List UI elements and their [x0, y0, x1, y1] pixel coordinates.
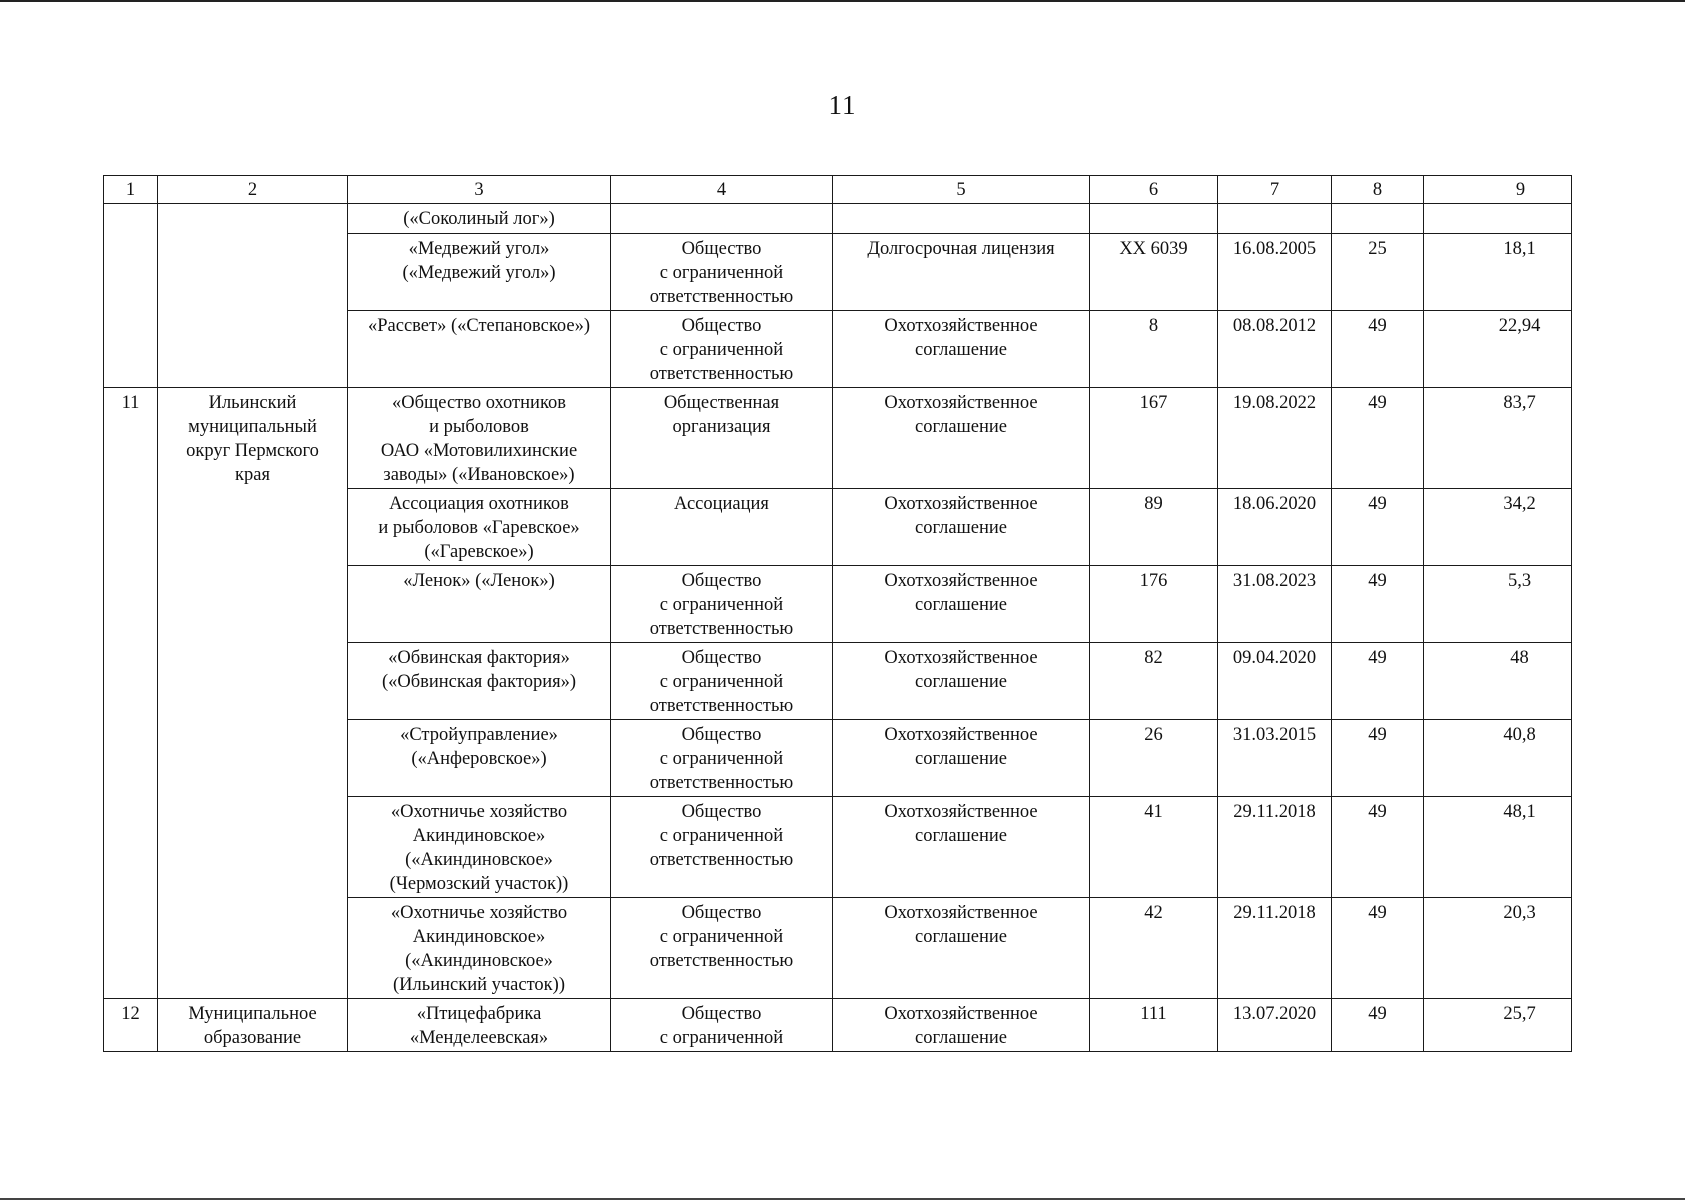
area-cell: 83,7: [1424, 388, 1572, 489]
document-type-cell: [833, 643, 1090, 720]
cell-line: Охотхозяйственное: [884, 802, 1038, 822]
document-date-cell: 09.04.2020: [1218, 643, 1332, 720]
cell-line: Общество: [681, 802, 762, 822]
cell-line: ответственностью: [649, 951, 794, 971]
row-number-cell: 12: [104, 999, 158, 1052]
document-type-cell: [833, 999, 1090, 1052]
hunting-ground-cell: [348, 898, 611, 999]
cell-line: округ Пермского: [186, 441, 319, 461]
term-years-cell: 49: [1332, 999, 1424, 1052]
hunting-ground-cell: [348, 489, 611, 566]
organization-type-cell: [611, 643, 833, 720]
cell-line: организация: [672, 417, 771, 437]
cell-line: соглашение: [914, 1028, 1008, 1048]
document-type-cell: [833, 234, 1090, 311]
document-date-cell: 13.07.2020: [1218, 999, 1332, 1052]
cell-line: заводы» («Ивановское»): [383, 465, 575, 485]
term-years-cell: 49: [1332, 898, 1424, 999]
cell-line: Охотхозяйственное: [884, 1004, 1038, 1024]
page-number: 11: [828, 90, 857, 120]
cell-line: («Медвежий угол»): [402, 263, 556, 283]
cell-line: Общество: [681, 1004, 762, 1024]
document-number-cell: 82: [1090, 643, 1218, 720]
document-date-cell: [1218, 204, 1332, 234]
cell-line: образование: [203, 1028, 302, 1048]
cell-line: «Менделеевская»: [409, 1028, 549, 1048]
cell-line: соглашение: [914, 417, 1008, 437]
cell-line: (Чермозский участок)): [389, 874, 569, 894]
column-number-row: [104, 176, 1572, 204]
row-number-cell: 11: [104, 388, 158, 999]
cell-line: ответственностью: [649, 696, 794, 716]
organization-type-cell: [611, 489, 833, 566]
area-cell: 40,8: [1424, 720, 1572, 797]
cell-line: Охотхозяйственное: [884, 393, 1038, 413]
cell-line: ОАО «Мотовилихинские: [380, 441, 578, 461]
cell-line: Охотхозяйственное: [884, 571, 1038, 591]
cell-line: Охотхозяйственное: [884, 903, 1038, 923]
organization-type-cell: [611, 797, 833, 898]
district-cell: [158, 204, 348, 388]
organization-type-cell: [611, 234, 833, 311]
scan-top-edge: [0, 0, 1685, 2]
cell-line: («Акиндиновское»: [405, 951, 553, 971]
hunting-ground-cell: [348, 797, 611, 898]
area-cell: 48: [1424, 643, 1572, 720]
cell-line: с ограниченной: [659, 1028, 784, 1048]
document-date-cell: 31.08.2023: [1218, 566, 1332, 643]
document-number-cell: 41: [1090, 797, 1218, 898]
document-date-cell: 08.08.2012: [1218, 311, 1332, 388]
cell-line: соглашение: [914, 927, 1008, 947]
organization-type-cell: [611, 311, 833, 388]
cell-line: Муниципальное: [188, 1004, 317, 1024]
cell-line: Ассоциация охотников: [389, 494, 569, 514]
area-cell: 25,7: [1424, 999, 1572, 1052]
document-type-cell: [833, 566, 1090, 643]
cell-line: Общество: [681, 725, 762, 745]
cell-line: соглашение: [914, 672, 1008, 692]
document-number-cell: 26: [1090, 720, 1218, 797]
cell-line: с ограниченной: [659, 595, 784, 615]
document-type-cell: [833, 388, 1090, 489]
cell-line: с ограниченной: [659, 340, 784, 360]
organization-type-cell: [611, 720, 833, 797]
document-date-cell: 19.08.2022: [1218, 388, 1332, 489]
column-number: 3: [348, 176, 611, 204]
cell-line: ответственностью: [649, 287, 794, 307]
cell-line: Ассоциация: [674, 494, 769, 514]
term-years-cell: [1332, 204, 1424, 234]
column-number: 5: [833, 176, 1090, 204]
cell-line: ответственностью: [649, 773, 794, 793]
cell-line: и рыболовов: [429, 417, 529, 437]
cell-line: Общественная: [663, 393, 780, 413]
cell-line: («Гаревское»): [424, 542, 534, 562]
term-years-cell: 49: [1332, 388, 1424, 489]
document-date-cell: 29.11.2018: [1218, 797, 1332, 898]
document-number-cell: 111: [1090, 999, 1218, 1052]
cell-line: края: [235, 465, 270, 485]
document-date-cell: 16.08.2005: [1218, 234, 1332, 311]
cell-line: «Общество охотников: [392, 393, 566, 413]
cell-line: и рыболовов «Гаревское»: [378, 518, 580, 538]
row-number-cell: [104, 204, 158, 388]
hunting-ground-cell: [348, 204, 611, 234]
cell-line: «Медвежий угол»: [408, 239, 550, 259]
cell-line: Общество: [681, 903, 762, 923]
column-number: 1: [104, 176, 158, 204]
organization-type-cell: [611, 999, 833, 1052]
cell-line: «Ленок» («Ленок»): [403, 571, 555, 591]
cell-line: соглашение: [914, 749, 1008, 769]
document-type-cell: [833, 311, 1090, 388]
column-number: 2: [158, 176, 348, 204]
cell-line: Охотхозяйственное: [884, 494, 1038, 514]
district-cell: [158, 388, 348, 999]
cell-line: («Акиндиновское»: [405, 850, 553, 870]
cell-line: муниципальный: [188, 417, 317, 437]
cell-line: с ограниченной: [659, 749, 784, 769]
column-number: 8: [1332, 176, 1424, 204]
term-years-cell: 49: [1332, 489, 1424, 566]
column-number: 7: [1218, 176, 1332, 204]
cell-line: Общество: [681, 648, 762, 668]
cell-line: Долгосрочная лицензия: [867, 239, 1055, 259]
cell-line: (Ильинский участок)): [393, 975, 565, 995]
area-cell: 5,3: [1424, 566, 1572, 643]
document-date-cell: 18.06.2020: [1218, 489, 1332, 566]
document-date-cell: 29.11.2018: [1218, 898, 1332, 999]
area-cell: 20,3: [1424, 898, 1572, 999]
document-number-cell: 42: [1090, 898, 1218, 999]
term-years-cell: 49: [1332, 643, 1424, 720]
organization-type-cell: [611, 388, 833, 489]
cell-line: с ограниченной: [659, 672, 784, 692]
area-cell: 22,94: [1424, 311, 1572, 388]
term-years-cell: 49: [1332, 797, 1424, 898]
document-number-cell: [1090, 204, 1218, 234]
cell-line: соглашение: [914, 518, 1008, 538]
hunting-ground-cell: [348, 720, 611, 797]
area-cell: 18,1: [1424, 234, 1572, 311]
cell-line: «Охотничье хозяйство: [390, 802, 568, 822]
term-years-cell: 49: [1332, 311, 1424, 388]
document-type-cell: [833, 898, 1090, 999]
document-number-cell: 167: [1090, 388, 1218, 489]
cell-line: Охотхозяйственное: [884, 316, 1038, 336]
cell-line: с ограниченной: [659, 826, 784, 846]
term-years-cell: 49: [1332, 720, 1424, 797]
column-number: 6: [1090, 176, 1218, 204]
hunting-ground-cell: [348, 234, 611, 311]
cell-line: «Обвинская фактория»: [388, 648, 570, 668]
cell-line: («Анферовское»): [411, 749, 547, 769]
district-cell: [158, 999, 348, 1052]
cell-line: с ограниченной: [659, 263, 784, 283]
cell-line: Общество: [681, 239, 762, 259]
table-row: [104, 388, 1572, 489]
document-type-cell: [833, 489, 1090, 566]
cell-line: «Птицефабрика: [416, 1004, 542, 1024]
term-years-cell: 49: [1332, 566, 1424, 643]
cell-line: Ильинский: [208, 393, 297, 413]
table-row: [104, 999, 1572, 1052]
organization-type-cell: [611, 204, 833, 234]
hunting-ground-cell: [348, 388, 611, 489]
document-type-cell: [833, 720, 1090, 797]
term-years-cell: 25: [1332, 234, 1424, 311]
hunting-ground-cell: [348, 311, 611, 388]
cell-line: соглашение: [914, 340, 1008, 360]
cell-line: («Обвинская фактория»): [381, 672, 577, 692]
table-row: [104, 204, 1572, 234]
cell-line: Охотхозяйственное: [884, 725, 1038, 745]
organization-type-cell: [611, 898, 833, 999]
cell-line: Общество: [681, 316, 762, 336]
cell-line: Акиндиновское»: [412, 927, 546, 947]
cell-line: соглашение: [914, 826, 1008, 846]
cell-line: («Соколиный лог»): [403, 209, 555, 229]
cell-line: «Стройуправление»: [400, 725, 558, 745]
area-cell: 48,1: [1424, 797, 1572, 898]
cell-line: «Охотничье хозяйство: [390, 903, 568, 923]
area-cell: [1424, 204, 1572, 234]
cell-line: Общество: [681, 571, 762, 591]
cell-line: Акиндиновское»: [412, 826, 546, 846]
document-number-cell: ХХ 6039: [1090, 234, 1218, 311]
cell-line: Охотхозяйственное: [884, 648, 1038, 668]
cell-line: ответственностью: [649, 619, 794, 639]
hunting-grounds-table: [103, 175, 1572, 1052]
document-type-cell: [833, 797, 1090, 898]
column-number: 9: [1424, 176, 1572, 204]
document-number-cell: 89: [1090, 489, 1218, 566]
document-type-cell: [833, 204, 1090, 234]
cell-line: ответственностью: [649, 850, 794, 870]
organization-type-cell: [611, 566, 833, 643]
cell-line: ответственностью: [649, 364, 794, 384]
area-cell: 34,2: [1424, 489, 1572, 566]
hunting-ground-cell: [348, 643, 611, 720]
hunting-ground-cell: [348, 999, 611, 1052]
document-number-cell: 8: [1090, 311, 1218, 388]
cell-line: с ограниченной: [659, 927, 784, 947]
document-date-cell: 31.03.2015: [1218, 720, 1332, 797]
hunting-ground-cell: [348, 566, 611, 643]
column-number: 4: [611, 176, 833, 204]
cell-line: «Рассвет» («Степановское»): [367, 316, 591, 336]
document-number-cell: 176: [1090, 566, 1218, 643]
cell-line: соглашение: [914, 595, 1008, 615]
